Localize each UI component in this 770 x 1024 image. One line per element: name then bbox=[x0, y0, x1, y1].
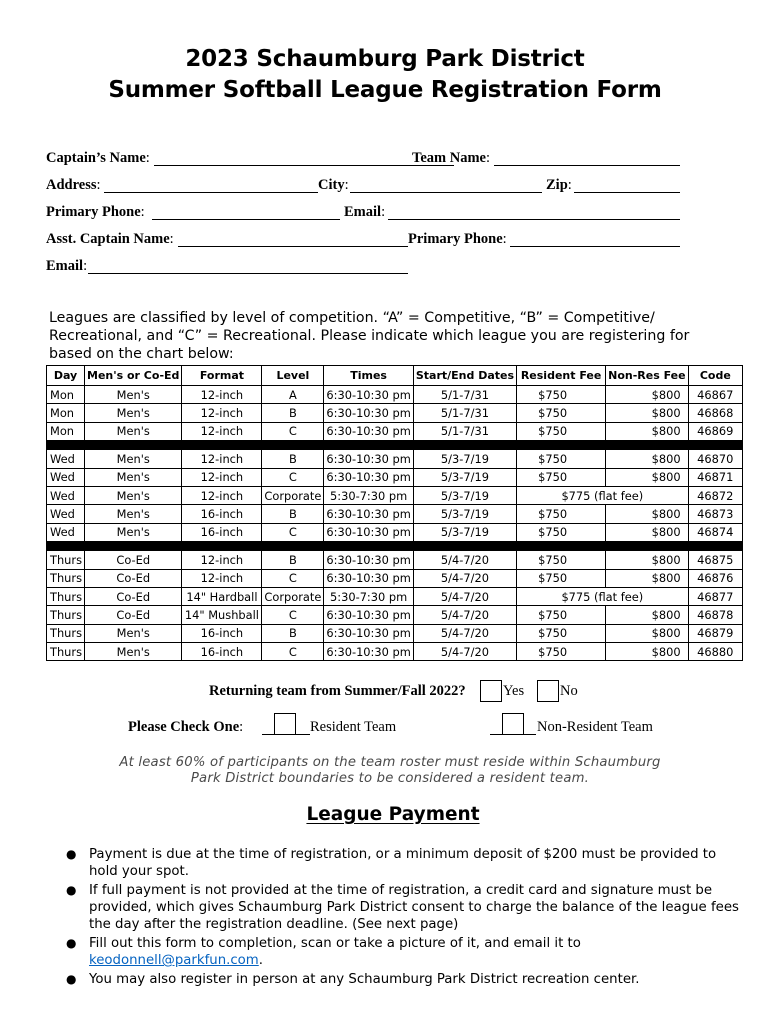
cell-day: Wed bbox=[47, 505, 85, 523]
returning-no-label: No bbox=[560, 683, 578, 699]
cell-resident-fee: $750 bbox=[517, 624, 606, 642]
title-line-2: Summer Softball League Registration Form bbox=[108, 77, 662, 103]
bullet-dot: ● bbox=[66, 936, 77, 950]
cell-times: 6:30-10:30 pm bbox=[324, 523, 413, 541]
league-intro-text: Leagues are classified by level of competition. “A” = Competitive, “B” = Competitive/ Recreational, and “C” = Recreational. Please indicate which league you are registering for based on the chart below: bbox=[49, 310, 690, 362]
cell-times: 6:30-10:30 pm bbox=[324, 551, 413, 569]
cell-dates: 5/4-7/20 bbox=[413, 569, 516, 587]
form-title bbox=[0, 44, 770, 106]
cell-times: 6:30-10:30 pm bbox=[324, 468, 413, 486]
cell-times: 6:30-10:30 pm bbox=[324, 422, 413, 440]
league-payment-heading: League Payment bbox=[306, 804, 480, 825]
asst-captain-name-field[interactable] bbox=[178, 246, 408, 247]
cell-times: 6:30-10:30 pm bbox=[324, 450, 413, 468]
cell-times: 6:30-10:30 pm bbox=[324, 569, 413, 587]
cell-level: Corporate bbox=[262, 587, 324, 605]
header-format: Format bbox=[182, 366, 262, 386]
cell-dates: 5/4-7/20 bbox=[413, 587, 516, 605]
returning-yes-checkbox[interactable] bbox=[480, 680, 502, 702]
cell-code: 46873 bbox=[688, 505, 742, 523]
header-mens-coed: Men's or Co-Ed bbox=[85, 366, 182, 386]
address-row bbox=[46, 177, 682, 197]
cell-level: C bbox=[262, 422, 324, 440]
primary-phone-field[interactable] bbox=[152, 219, 340, 220]
league-schedule-table bbox=[46, 365, 743, 661]
table-row bbox=[47, 523, 743, 541]
table-row bbox=[47, 606, 743, 624]
cell-type: Men's bbox=[85, 422, 182, 440]
team-name-field[interactable] bbox=[494, 165, 680, 166]
zip-label: Zip: bbox=[546, 177, 572, 193]
cell-dates: 5/4-7/20 bbox=[413, 606, 516, 624]
cell-level: B bbox=[262, 551, 324, 569]
table-row bbox=[47, 569, 743, 587]
cell-code: 46877 bbox=[688, 587, 742, 605]
cell-format: 12-inch bbox=[182, 422, 262, 440]
cell-type: Men's bbox=[85, 523, 182, 541]
cell-type: Men's bbox=[85, 505, 182, 523]
cell-dates: 5/4-7/20 bbox=[413, 643, 516, 661]
cell-resident-fee: $775 (flat fee) bbox=[517, 486, 689, 504]
cell-level: C bbox=[262, 643, 324, 661]
header-nonres-fee: Non-Res Fee bbox=[606, 366, 688, 386]
cell-type: Co-Ed bbox=[85, 569, 182, 587]
cell-level: C bbox=[262, 569, 324, 587]
payment-bullet: ● Fill out this form to completion, scan or take a picture of it, and email it to keodonnell@parkfun.com. bbox=[66, 936, 581, 968]
cell-format: 14" Mushball bbox=[182, 606, 262, 624]
cell-day: Wed bbox=[47, 486, 85, 504]
table-separator-row bbox=[47, 441, 743, 450]
returning-team-row bbox=[0, 680, 770, 704]
cell-format: 16-inch bbox=[182, 523, 262, 541]
cell-day: Mon bbox=[47, 404, 85, 422]
asst-email-row bbox=[46, 258, 682, 278]
cell-format: 12-inch bbox=[182, 386, 262, 404]
header-day: Day bbox=[47, 366, 85, 386]
separator-cell bbox=[47, 441, 743, 450]
cell-level: Corporate bbox=[262, 486, 324, 504]
cell-code: 46870 bbox=[688, 450, 742, 468]
cell-day: Thurs bbox=[47, 624, 85, 642]
cell-code: 46880 bbox=[688, 643, 742, 661]
cell-day: Thurs bbox=[47, 643, 85, 661]
table-header-row bbox=[47, 366, 743, 386]
asst-primary-phone-field[interactable] bbox=[510, 246, 680, 247]
cell-nonres-fee: $800 bbox=[606, 551, 688, 569]
cell-dates: 5/1-7/31 bbox=[413, 386, 516, 404]
cell-day: Wed bbox=[47, 468, 85, 486]
header-level: Level bbox=[262, 366, 324, 386]
cell-type: Men's bbox=[85, 643, 182, 661]
header-times: Times bbox=[324, 366, 413, 386]
cell-nonres-fee: $800 bbox=[606, 624, 688, 642]
table-separator-row bbox=[47, 542, 743, 551]
cell-type: Men's bbox=[85, 624, 182, 642]
cell-resident-fee: $750 bbox=[517, 450, 606, 468]
address-field[interactable] bbox=[104, 192, 318, 193]
cell-level: B bbox=[262, 404, 324, 422]
table-row bbox=[47, 587, 743, 605]
cell-dates: 5/3-7/19 bbox=[413, 523, 516, 541]
cell-code: 46867 bbox=[688, 386, 742, 404]
cell-day: Wed bbox=[47, 450, 85, 468]
cell-resident-fee: $750 bbox=[517, 505, 606, 523]
resident-note bbox=[0, 755, 770, 787]
cell-code: 46878 bbox=[688, 606, 742, 624]
cell-resident-fee: $750 bbox=[517, 606, 606, 624]
cell-type: Co-Ed bbox=[85, 587, 182, 605]
cell-level: C bbox=[262, 523, 324, 541]
cell-dates: 5/3-7/19 bbox=[413, 505, 516, 523]
cell-dates: 5/3-7/19 bbox=[413, 468, 516, 486]
table-row bbox=[47, 468, 743, 486]
cell-day: Thurs bbox=[47, 606, 85, 624]
cell-type: Co-Ed bbox=[85, 606, 182, 624]
payment-bullet: ● You may also register in person at any Schaumburg Park District recreation center. bbox=[66, 972, 640, 987]
resident-label: Resident Team bbox=[310, 719, 397, 735]
returning-question: Returning team from Summer/Fall 2022? bbox=[209, 683, 466, 699]
cell-resident-fee: $750 bbox=[517, 643, 606, 661]
cell-nonres-fee: $800 bbox=[606, 643, 688, 661]
cell-times: 6:30-10:30 pm bbox=[324, 404, 413, 422]
table-row bbox=[47, 624, 743, 642]
cell-times: 5:30-7:30 pm bbox=[324, 486, 413, 504]
asst-primary-phone-label: Primary Phone: bbox=[408, 231, 507, 247]
bullet-dot: ● bbox=[66, 972, 77, 986]
cell-nonres-fee: $800 bbox=[606, 523, 688, 541]
cell-code: 46869 bbox=[688, 422, 742, 440]
header-dates: Start/End Dates bbox=[413, 366, 516, 386]
cell-resident-fee: $750 bbox=[517, 468, 606, 486]
cell-times: 6:30-10:30 pm bbox=[324, 643, 413, 661]
header-resident-fee: Resident Fee bbox=[517, 366, 606, 386]
cell-day: Wed bbox=[47, 523, 85, 541]
bullet-dot: ● bbox=[66, 847, 77, 861]
email-link[interactable]: keodonnell@parkfun.com bbox=[89, 953, 259, 968]
cell-resident-fee: $750 bbox=[517, 551, 606, 569]
cell-type: Men's bbox=[85, 386, 182, 404]
payment-bullet-list bbox=[66, 846, 739, 990]
asst-email-field[interactable] bbox=[88, 273, 408, 274]
cell-resident-fee: $750 bbox=[517, 569, 606, 587]
cell-day: Thurs bbox=[47, 587, 85, 605]
cell-code: 46879 bbox=[688, 624, 742, 642]
table-row bbox=[47, 404, 743, 422]
cell-resident-fee: $750 bbox=[517, 523, 606, 541]
cell-format: 12-inch bbox=[182, 569, 262, 587]
asst-captain-row bbox=[46, 231, 682, 251]
asst-email-label: Email: bbox=[46, 258, 88, 274]
team-name-label: Team Name: bbox=[412, 150, 490, 166]
cell-type: Men's bbox=[85, 468, 182, 486]
table-row bbox=[47, 505, 743, 523]
cell-nonres-fee: $800 bbox=[606, 422, 688, 440]
table-row bbox=[47, 486, 743, 504]
nonresident-checkbox[interactable] bbox=[502, 713, 524, 735]
table-row bbox=[47, 422, 743, 440]
table-row bbox=[47, 643, 743, 661]
captain-row bbox=[46, 150, 682, 170]
cell-type: Men's bbox=[85, 486, 182, 504]
captain-name-label: Captain’s Name: bbox=[46, 150, 150, 166]
address-label: Address: bbox=[46, 177, 101, 193]
separator-cell bbox=[47, 542, 743, 551]
cell-format: 16-inch bbox=[182, 624, 262, 642]
resident-checkbox[interactable] bbox=[274, 713, 296, 735]
primary-phone-label: Primary Phone: bbox=[46, 204, 145, 220]
cell-nonres-fee: $800 bbox=[606, 569, 688, 587]
cell-level: C bbox=[262, 606, 324, 624]
cell-level: C bbox=[262, 468, 324, 486]
nonresident-label: Non-Resident Team bbox=[537, 719, 653, 735]
cell-dates: 5/3-7/19 bbox=[413, 450, 516, 468]
asst-captain-name-label: Asst. Captain Name: bbox=[46, 231, 174, 247]
cell-format: 12-inch bbox=[182, 404, 262, 422]
table-body bbox=[47, 386, 743, 661]
email-field[interactable] bbox=[388, 219, 680, 220]
check-one-row bbox=[0, 713, 770, 737]
cell-resident-fee: $775 (flat fee) bbox=[517, 587, 689, 605]
cell-times: 6:30-10:30 pm bbox=[324, 606, 413, 624]
returning-yes-label: Yes bbox=[503, 683, 525, 699]
cell-times: 6:30-10:30 pm bbox=[324, 624, 413, 642]
payment-bullet: ● Payment is due at the time of registration, or a minimum deposit of $200 must be provided to hold your spot. bbox=[66, 847, 717, 879]
cell-nonres-fee: $800 bbox=[606, 450, 688, 468]
cell-code: 46868 bbox=[688, 404, 742, 422]
cell-level: B bbox=[262, 624, 324, 642]
captain-name-field[interactable] bbox=[154, 165, 454, 166]
cell-code: 46876 bbox=[688, 569, 742, 587]
zip-field[interactable] bbox=[574, 192, 680, 193]
cell-level: B bbox=[262, 450, 324, 468]
cell-nonres-fee: $800 bbox=[606, 606, 688, 624]
cell-day: Thurs bbox=[47, 569, 85, 587]
check-one-label: Please Check One: bbox=[128, 719, 244, 735]
cell-nonres-fee: $800 bbox=[606, 404, 688, 422]
cell-type: Men's bbox=[85, 450, 182, 468]
cell-dates: 5/1-7/31 bbox=[413, 404, 516, 422]
cell-code: 46871 bbox=[688, 468, 742, 486]
table-row bbox=[47, 386, 743, 404]
cell-format: 16-inch bbox=[182, 643, 262, 661]
cell-format: 14" Hardball bbox=[182, 587, 262, 605]
cell-resident-fee: $750 bbox=[517, 404, 606, 422]
cell-dates: 5/4-7/20 bbox=[413, 624, 516, 642]
cell-resident-fee: $750 bbox=[517, 386, 606, 404]
cell-type: Men's bbox=[85, 404, 182, 422]
phone-row bbox=[46, 204, 682, 224]
table-row bbox=[47, 551, 743, 569]
city-label: City: bbox=[318, 177, 349, 193]
cell-nonres-fee: $800 bbox=[606, 505, 688, 523]
cell-day: Mon bbox=[47, 422, 85, 440]
cell-type: Co-Ed bbox=[85, 551, 182, 569]
email-label: Email: bbox=[344, 204, 386, 220]
cell-nonres-fee: $800 bbox=[606, 468, 688, 486]
bullet-dot: ● bbox=[66, 883, 77, 897]
table-row bbox=[47, 450, 743, 468]
cell-times: 5:30-7:30 pm bbox=[324, 587, 413, 605]
city-field[interactable] bbox=[350, 192, 542, 193]
cell-resident-fee: $750 bbox=[517, 422, 606, 440]
cell-nonres-fee: $800 bbox=[606, 386, 688, 404]
cell-level: A bbox=[262, 386, 324, 404]
cell-code: 46874 bbox=[688, 523, 742, 541]
header-code: Code bbox=[688, 366, 742, 386]
title-line-1: 2023 Schaumburg Park District bbox=[185, 46, 585, 72]
cell-code: 46875 bbox=[688, 551, 742, 569]
cell-day: Thurs bbox=[47, 551, 85, 569]
cell-format: 12-inch bbox=[182, 486, 262, 504]
cell-format: 12-inch bbox=[182, 450, 262, 468]
cell-dates: 5/1-7/31 bbox=[413, 422, 516, 440]
cell-level: B bbox=[262, 505, 324, 523]
cell-format: 12-inch bbox=[182, 468, 262, 486]
cell-times: 6:30-10:30 pm bbox=[324, 386, 413, 404]
cell-format: 16-inch bbox=[182, 505, 262, 523]
cell-dates: 5/3-7/19 bbox=[413, 486, 516, 504]
resident-note-line-1: At least 60% of participants on the team roster must reside within Schaumburg bbox=[119, 755, 661, 770]
resident-note-line-2: Park District boundaries to be considered a resident team. bbox=[190, 771, 590, 786]
cell-format: 12-inch bbox=[182, 551, 262, 569]
cell-dates: 5/4-7/20 bbox=[413, 551, 516, 569]
payment-bullet: ● If full payment is not provided at the time of registration, a credit card and signature must be provided, which gives Schaumburg Park District consent to charge the balance of the league fees the day after the registration deadline. (See next page) bbox=[66, 883, 739, 932]
cell-day: Mon bbox=[47, 386, 85, 404]
cell-times: 6:30-10:30 pm bbox=[324, 505, 413, 523]
returning-no-checkbox[interactable] bbox=[537, 680, 559, 702]
cell-code: 46872 bbox=[688, 486, 742, 504]
